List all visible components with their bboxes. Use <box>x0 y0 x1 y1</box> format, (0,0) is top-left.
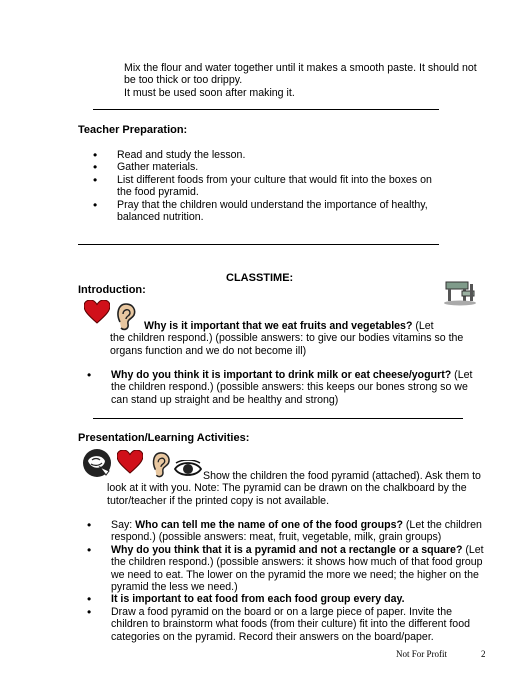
lead-line-2: look at it with you. Note: The pyramid can be drawn on the chalkboard by the <box>107 482 467 495</box>
question-1-line-2: the children respond.) (possible answers: to give our bodies vitamins so the <box>110 332 464 345</box>
list-item <box>87 544 487 594</box>
paste-line-2: be too thick or too drippy. <box>124 74 243 87</box>
bullet-2-bold: Why do you think that it is a pyramid and not a rectangle or a square? <box>111 543 463 556</box>
classroom-desk-icon <box>442 276 478 306</box>
presentation-lead <box>107 470 497 507</box>
list-item <box>87 519 487 544</box>
presentation-list <box>87 519 487 643</box>
teacher-prep-heading: Teacher Preparation: <box>78 124 188 136</box>
footer-text: Not For Profit <box>396 649 448 659</box>
bullet-2-rest: (Let the children respond.) (possible answers: it shows how much of that food group we need to eat. The lower on the pyramid the more we need; the higher on the pyramid the less we need.) <box>111 543 484 594</box>
lead-line-1: Show the children the food pyramid (attached). Ask them to <box>203 470 481 482</box>
question-2-rest: (Let the children respond.) (possible answers: this keeps our bones strong so we can stand up straight and be healthy and strong) <box>111 369 473 406</box>
question-1-bold: Why is it important that we eat fruits and vegetables? <box>144 320 413 332</box>
question-1-line-3: organs function and we do not become ill) <box>110 344 307 357</box>
introduction-heading: Introduction: <box>78 284 146 296</box>
intro-question-1 <box>110 320 500 357</box>
classtime-heading: CLASSTIME: <box>226 272 294 284</box>
bullet-1-bold: Who can tell me the name of one of the food groups? <box>135 519 403 531</box>
lead-line-3: tutor/teacher if the printed copy is not available. <box>107 494 330 507</box>
list-item: • Gather materials. <box>93 161 443 173</box>
list-item: • Pray that the children would understand the importance of healthy, balanced nutrition. <box>93 199 447 224</box>
divider-1 <box>93 109 439 110</box>
paste-instructions <box>124 62 494 99</box>
intro-question-list <box>87 369 487 406</box>
question-2-bold: Why do you think it is important to drink milk or eat cheese/yogurt? <box>111 369 452 381</box>
list-item <box>87 593 487 605</box>
bullet-3-bold: It is important to eat food from each food group every day. <box>111 593 405 606</box>
teacher-prep-list <box>93 149 443 223</box>
list-item <box>87 369 487 406</box>
question-1-rest: (Let <box>412 320 434 332</box>
heart-icon <box>84 300 110 324</box>
paste-line-1: Mix the flour and water together until it makes a smooth paste. It should not <box>124 62 477 74</box>
bullet-1-prefix: Say: <box>111 519 136 531</box>
presentation-heading: Presentation/Learning Activities: <box>78 432 250 444</box>
page-number: 2 <box>481 649 486 659</box>
list-item: • Read and study the lesson. <box>93 149 443 161</box>
paste-line-3: It must be used soon after making it. <box>124 86 295 99</box>
list-item: • List different foods from your culture that would fit into the boxes on the food pyramid. <box>93 174 447 199</box>
bullet-1-rest: (Let the children respond.) (possible answers: meat, fruit, vegetable, milk, grain groups) <box>111 519 482 544</box>
divider-3 <box>93 418 463 419</box>
divider-2 <box>78 244 439 245</box>
list-item: • Draw a food pyramid on the board or on a large piece of paper. Invite the children to brainstorm what foods (from their culture) fit into the different food categories on the pyramid. Record their answers on the board/paper. <box>87 606 487 643</box>
